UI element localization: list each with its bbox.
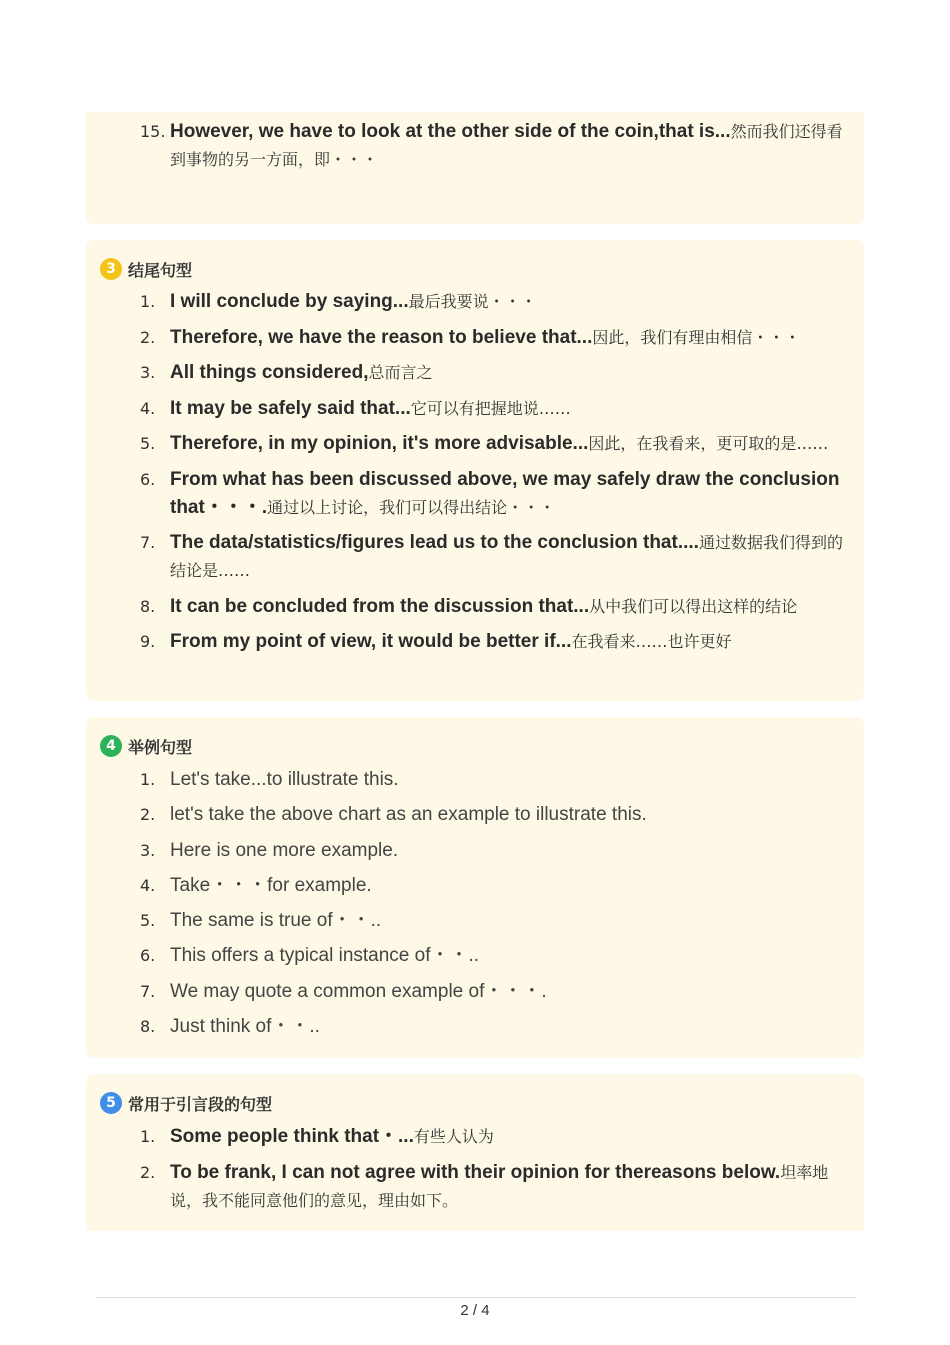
item-number: 2. [140, 1162, 156, 1182]
item-number: 6. [140, 469, 156, 489]
item-english: The data/statistics/figures lead us to the conclusion that.... [170, 532, 699, 553]
list-item [86, 872, 864, 900]
item-chinese: 总而言之 [368, 363, 433, 382]
item-english: It may be safely said that... [170, 397, 411, 419]
footer-divider [96, 1297, 856, 1298]
item-chinese: 然而我们还得看到事物的另一方面，即・・・ [170, 122, 843, 169]
section-title: 常用于引言段的句型 [128, 1094, 273, 1114]
section-title: 举例句型 [128, 737, 193, 757]
item-english: let's take the above chart as an example to illustrate this. [170, 804, 647, 826]
list-item [86, 1013, 864, 1041]
list-item [86, 837, 864, 865]
item-number: 4. [140, 875, 156, 895]
item-english: We may quote a common example of・・・. [170, 980, 547, 1002]
list-item [86, 430, 864, 458]
item-chinese: 从中我们可以得出这样的结论 [589, 596, 798, 616]
item-english: The same is true of・・.. [170, 910, 382, 932]
item-chinese: 通过数据我们得到的结论是…… [170, 533, 843, 580]
section-card-3 [86, 240, 864, 701]
item-english: Here is one more example. [170, 839, 399, 861]
item-chinese: 因此，我们有理由相信・・・ [592, 327, 801, 347]
list-item [86, 766, 864, 794]
list-item [86, 628, 864, 656]
list-item [86, 1123, 864, 1151]
item-number: 8. [140, 596, 156, 616]
item-chinese: 因此，在我看来，更可取的是…… [588, 434, 829, 453]
section-header [100, 258, 192, 280]
number-badge-3-icon: 3 [100, 258, 122, 280]
list-item [86, 529, 864, 585]
list-item [86, 466, 864, 522]
item-number: 2. [140, 805, 156, 825]
item-english: Therefore, in my opinion, it's more advisable... [170, 433, 589, 454]
section-5-list [86, 1123, 864, 1215]
item-number: 1. [140, 1127, 156, 1146]
section-2-list [86, 118, 864, 174]
list-item [86, 593, 864, 621]
item-english: It can be concluded from the discussion that... [170, 595, 590, 617]
item-english: Some people think that・... [170, 1126, 414, 1147]
item-english: From what has been discussed above, we may safely draw the conclusion that・・・. [170, 468, 840, 518]
item-number: 2. [140, 327, 156, 347]
list-item [86, 395, 864, 423]
list-item [86, 978, 864, 1006]
section-4-list [86, 766, 864, 1041]
item-english: Just think of・・.. [170, 1016, 320, 1038]
item-english: I will conclude by saying... [170, 291, 409, 312]
list-item [86, 324, 864, 352]
number-badge-5-icon: 5 [100, 1092, 122, 1114]
item-english: All things considered, [170, 362, 369, 383]
item-number: 15. [140, 122, 166, 141]
list-item [86, 288, 864, 316]
item-number: 9. [140, 632, 156, 651]
item-chinese: 在我看来……也许更好 [571, 632, 732, 651]
list-item [86, 359, 864, 387]
section-header [100, 735, 192, 757]
list-item [86, 907, 864, 935]
item-number: 7. [140, 533, 156, 552]
item-number: 6. [140, 946, 156, 966]
section-title: 结尾句型 [128, 260, 193, 280]
item-chinese: 坦率地说，我不能同意他们的意见，理由如下。 [170, 1162, 829, 1210]
item-english: From my point of view, it would be better if... [170, 631, 572, 652]
item-english: To be frank, I can not agree with their opinion for thereasons below. [170, 1161, 781, 1183]
section-card-4 [86, 717, 864, 1058]
item-number: 1. [140, 292, 156, 311]
list-item [86, 1159, 864, 1215]
item-english: This offers a typical instance of・・.. [170, 945, 480, 967]
list-item [86, 801, 864, 829]
number-badge-4-icon: 4 [100, 735, 122, 757]
item-english: However, we have to look at the other side of the coin,that is... [170, 121, 731, 142]
item-english: Therefore, we have the reason to believe that... [170, 326, 593, 348]
item-number: 3. [140, 840, 156, 860]
item-number: 8. [140, 1017, 156, 1037]
section-card-2 [86, 112, 864, 224]
list-item [86, 118, 864, 174]
item-chinese: 有些人认为 [413, 1127, 494, 1146]
item-chinese: 通过以上讨论，我们可以得出结论・・・ [267, 497, 556, 517]
page-number: 2 / 4 [460, 1302, 490, 1319]
section-card-5 [86, 1074, 864, 1231]
section-3-list [86, 288, 864, 656]
item-number: 3. [140, 363, 156, 382]
item-english: Let's take...to illustrate this. [170, 769, 399, 790]
list-item [86, 942, 864, 970]
section-header [100, 1092, 272, 1114]
item-chinese: 它可以有把握地说…… [410, 398, 571, 418]
item-number: 1. [140, 770, 156, 789]
item-english: Take・・・for example. [170, 874, 372, 896]
item-number: 4. [140, 398, 156, 418]
item-number: 7. [140, 981, 156, 1001]
item-chinese: 最后我要说・・・ [408, 292, 537, 311]
item-number: 5. [140, 911, 156, 931]
item-number: 5. [140, 434, 156, 453]
